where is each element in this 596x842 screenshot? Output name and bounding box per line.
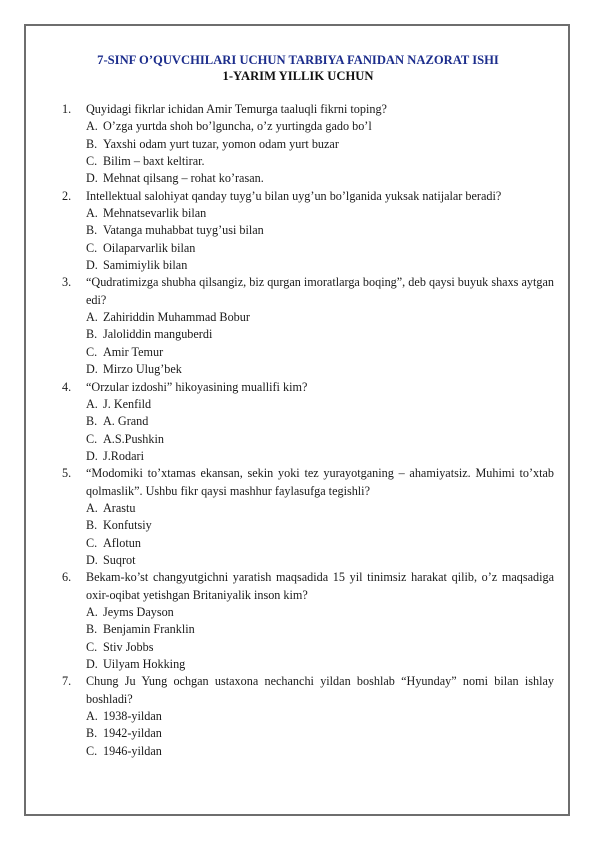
option-letter: A. — [86, 500, 98, 515]
option-text: Aflotun — [103, 535, 141, 550]
option-letter: C. — [86, 535, 98, 550]
option-letter: D. — [86, 258, 98, 273]
question-text: Bekam-ko’st changyutgichni yaratish maqsadida 15 yil tinimsiz harakat qilib, o’z maqsadiga oxir-oqibat yetishgan Britaniyalik inson kim? — [86, 570, 554, 602]
question-item — [62, 673, 554, 760]
option-letter: D. — [86, 552, 98, 567]
question-row — [62, 274, 554, 309]
answer-option — [86, 552, 554, 569]
question-number: 4. — [62, 379, 72, 394]
option-text: Arastu — [103, 500, 136, 515]
question-row — [62, 379, 554, 396]
question-number: 7. — [62, 674, 72, 689]
question-item — [62, 465, 554, 569]
answer-option — [86, 118, 554, 135]
option-letter: D. — [86, 657, 98, 671]
answer-option — [86, 743, 554, 760]
option-text: Stiv Jobbs — [103, 639, 154, 654]
option-text: Yaxshi odam yurt tuzar, yomon odam yurt buzar — [103, 136, 339, 151]
question-item — [62, 569, 554, 673]
question-row — [62, 465, 554, 500]
question-number: 3. — [62, 275, 72, 290]
answer-option — [86, 170, 554, 187]
question-item — [62, 188, 554, 275]
answer-option — [86, 222, 554, 239]
answer-option — [86, 656, 554, 673]
option-text: Benjamin Franklin — [103, 622, 195, 637]
question-row — [62, 673, 554, 708]
question-row — [62, 569, 554, 604]
answer-options — [62, 396, 554, 465]
answer-option — [86, 448, 554, 465]
answer-options — [62, 118, 554, 187]
question-number: 5. — [62, 466, 72, 481]
option-text: Mehnat qilsang – rohat ko’rasan. — [103, 171, 264, 186]
answer-option — [86, 725, 554, 742]
option-letter: D. — [86, 362, 98, 377]
answer-option — [86, 309, 554, 326]
answer-option — [86, 344, 554, 361]
option-text: A. Grand — [103, 414, 149, 429]
answer-option — [86, 639, 554, 656]
question-text: Chung Ju Yung ochgan ustaxona nechanchi yildan boshlab “Hyunday” nomi bilan ishlay boshladi? — [86, 674, 554, 706]
option-letter: B. — [86, 622, 98, 637]
answer-option — [86, 500, 554, 517]
document-subtitle: 1-YARIM YILLIK UCHUN — [222, 69, 374, 83]
option-text: Samimiylik bilan — [103, 258, 188, 273]
answer-options — [62, 205, 554, 274]
option-letter: D. — [86, 171, 98, 186]
option-text: J.Rodari — [103, 448, 144, 463]
option-text: Vatanga muhabbat tuyg’usi bilan — [103, 223, 264, 238]
question-text: “Orzular izdoshi” hikoyasining muallifi kim? — [86, 379, 308, 394]
option-letter: B. — [86, 726, 98, 741]
option-letter: B. — [86, 414, 98, 429]
question-text: “Qudratimizga shubha qilsangiz, biz qurgan imoratlarga boqing”, deb qaysi buyuk shaxs aytgan edi? — [86, 275, 554, 307]
option-letter: C. — [86, 639, 98, 654]
option-letter: A. — [86, 604, 98, 619]
option-letter: C. — [86, 240, 98, 255]
question-number: 2. — [62, 188, 72, 203]
option-text: Konfutsiy — [103, 518, 152, 533]
answer-option — [86, 396, 554, 413]
option-letter: B. — [86, 136, 98, 151]
answer-option — [86, 517, 554, 534]
option-letter: C. — [86, 344, 98, 359]
question-number: 1. — [62, 102, 72, 116]
question-item — [62, 379, 554, 466]
option-text: Bilim – baxt keltirar. — [103, 154, 205, 169]
option-letter: A. — [86, 396, 98, 411]
question-list — [62, 101, 554, 760]
answer-option — [86, 240, 554, 257]
option-text: Amir Temur — [103, 344, 164, 359]
answer-options — [62, 500, 554, 569]
answer-option — [86, 604, 554, 621]
answer-options — [62, 309, 554, 378]
answer-option — [86, 621, 554, 638]
option-letter: D. — [86, 448, 98, 463]
option-letter: B. — [86, 223, 98, 238]
answer-option — [86, 413, 554, 430]
question-text: “Modomiki to’xtamas ekansan, sekin yoki tez yurayotganing – ahamiyatsiz. Muhimi to’xtab qolmaslik”. Ushbu fikr qaysi mashhur faylasufga tegishli? — [86, 466, 554, 498]
option-text: Uilyam Hokking — [103, 657, 186, 671]
question-row — [62, 101, 554, 118]
question-item — [62, 101, 554, 188]
option-text: 1946-yildan — [103, 743, 162, 758]
answer-options — [62, 604, 554, 673]
option-text: O’zga yurtda shoh bo’lguncha, o’z yurtingda gado bo’l — [103, 119, 372, 134]
answer-options — [62, 708, 554, 760]
option-text: Mehnatsevarlik bilan — [103, 206, 207, 221]
option-letter: B. — [86, 327, 98, 342]
option-letter: C. — [86, 154, 98, 169]
option-letter: C. — [86, 431, 98, 446]
document-title: 7-SINF O’QUVCHILARI UCHUN TARBIYA FANIDAN NAZORAT ISHI — [97, 53, 499, 67]
option-text: Suqrot — [103, 552, 136, 567]
option-text: Zahiriddin Muhammad Bobur — [103, 310, 250, 325]
answer-option — [86, 535, 554, 552]
option-letter: B. — [86, 518, 98, 533]
answer-option — [86, 136, 554, 153]
answer-option — [86, 361, 554, 378]
option-letter: A. — [86, 310, 98, 325]
answer-option — [86, 431, 554, 448]
document-header — [26, 52, 570, 84]
option-text: Jeyms Dayson — [103, 604, 174, 619]
option-text: Jaloliddin manguberdi — [103, 327, 213, 342]
option-letter: A. — [86, 709, 98, 724]
option-text: Mirzo Ulug’bek — [103, 362, 182, 377]
option-text: 1942-yildan — [103, 726, 162, 741]
option-text: A.S.Pushkin — [103, 431, 164, 446]
option-letter: C. — [86, 743, 98, 758]
question-text: Quyidagi fikrlar ichidan Amir Temurga taaluqli fikrni toping? — [86, 102, 387, 116]
option-text: Oilaparvarlik bilan — [103, 240, 196, 255]
answer-option — [86, 257, 554, 274]
answer-option — [86, 326, 554, 343]
question-row — [62, 188, 554, 205]
question-item — [62, 274, 554, 378]
question-number: 6. — [62, 570, 72, 585]
option-text: J. Kenfild — [103, 396, 152, 411]
answer-option — [86, 153, 554, 170]
option-text: 1938-yildan — [103, 709, 162, 724]
answer-option — [86, 205, 554, 222]
option-letter: A. — [86, 119, 98, 134]
answer-option — [86, 708, 554, 725]
option-letter: A. — [86, 206, 98, 221]
question-text: Intellektual salohiyat qanday tuyg’u bilan uyg’un bo’lganida yuksak natijalar beradi? — [86, 188, 502, 203]
